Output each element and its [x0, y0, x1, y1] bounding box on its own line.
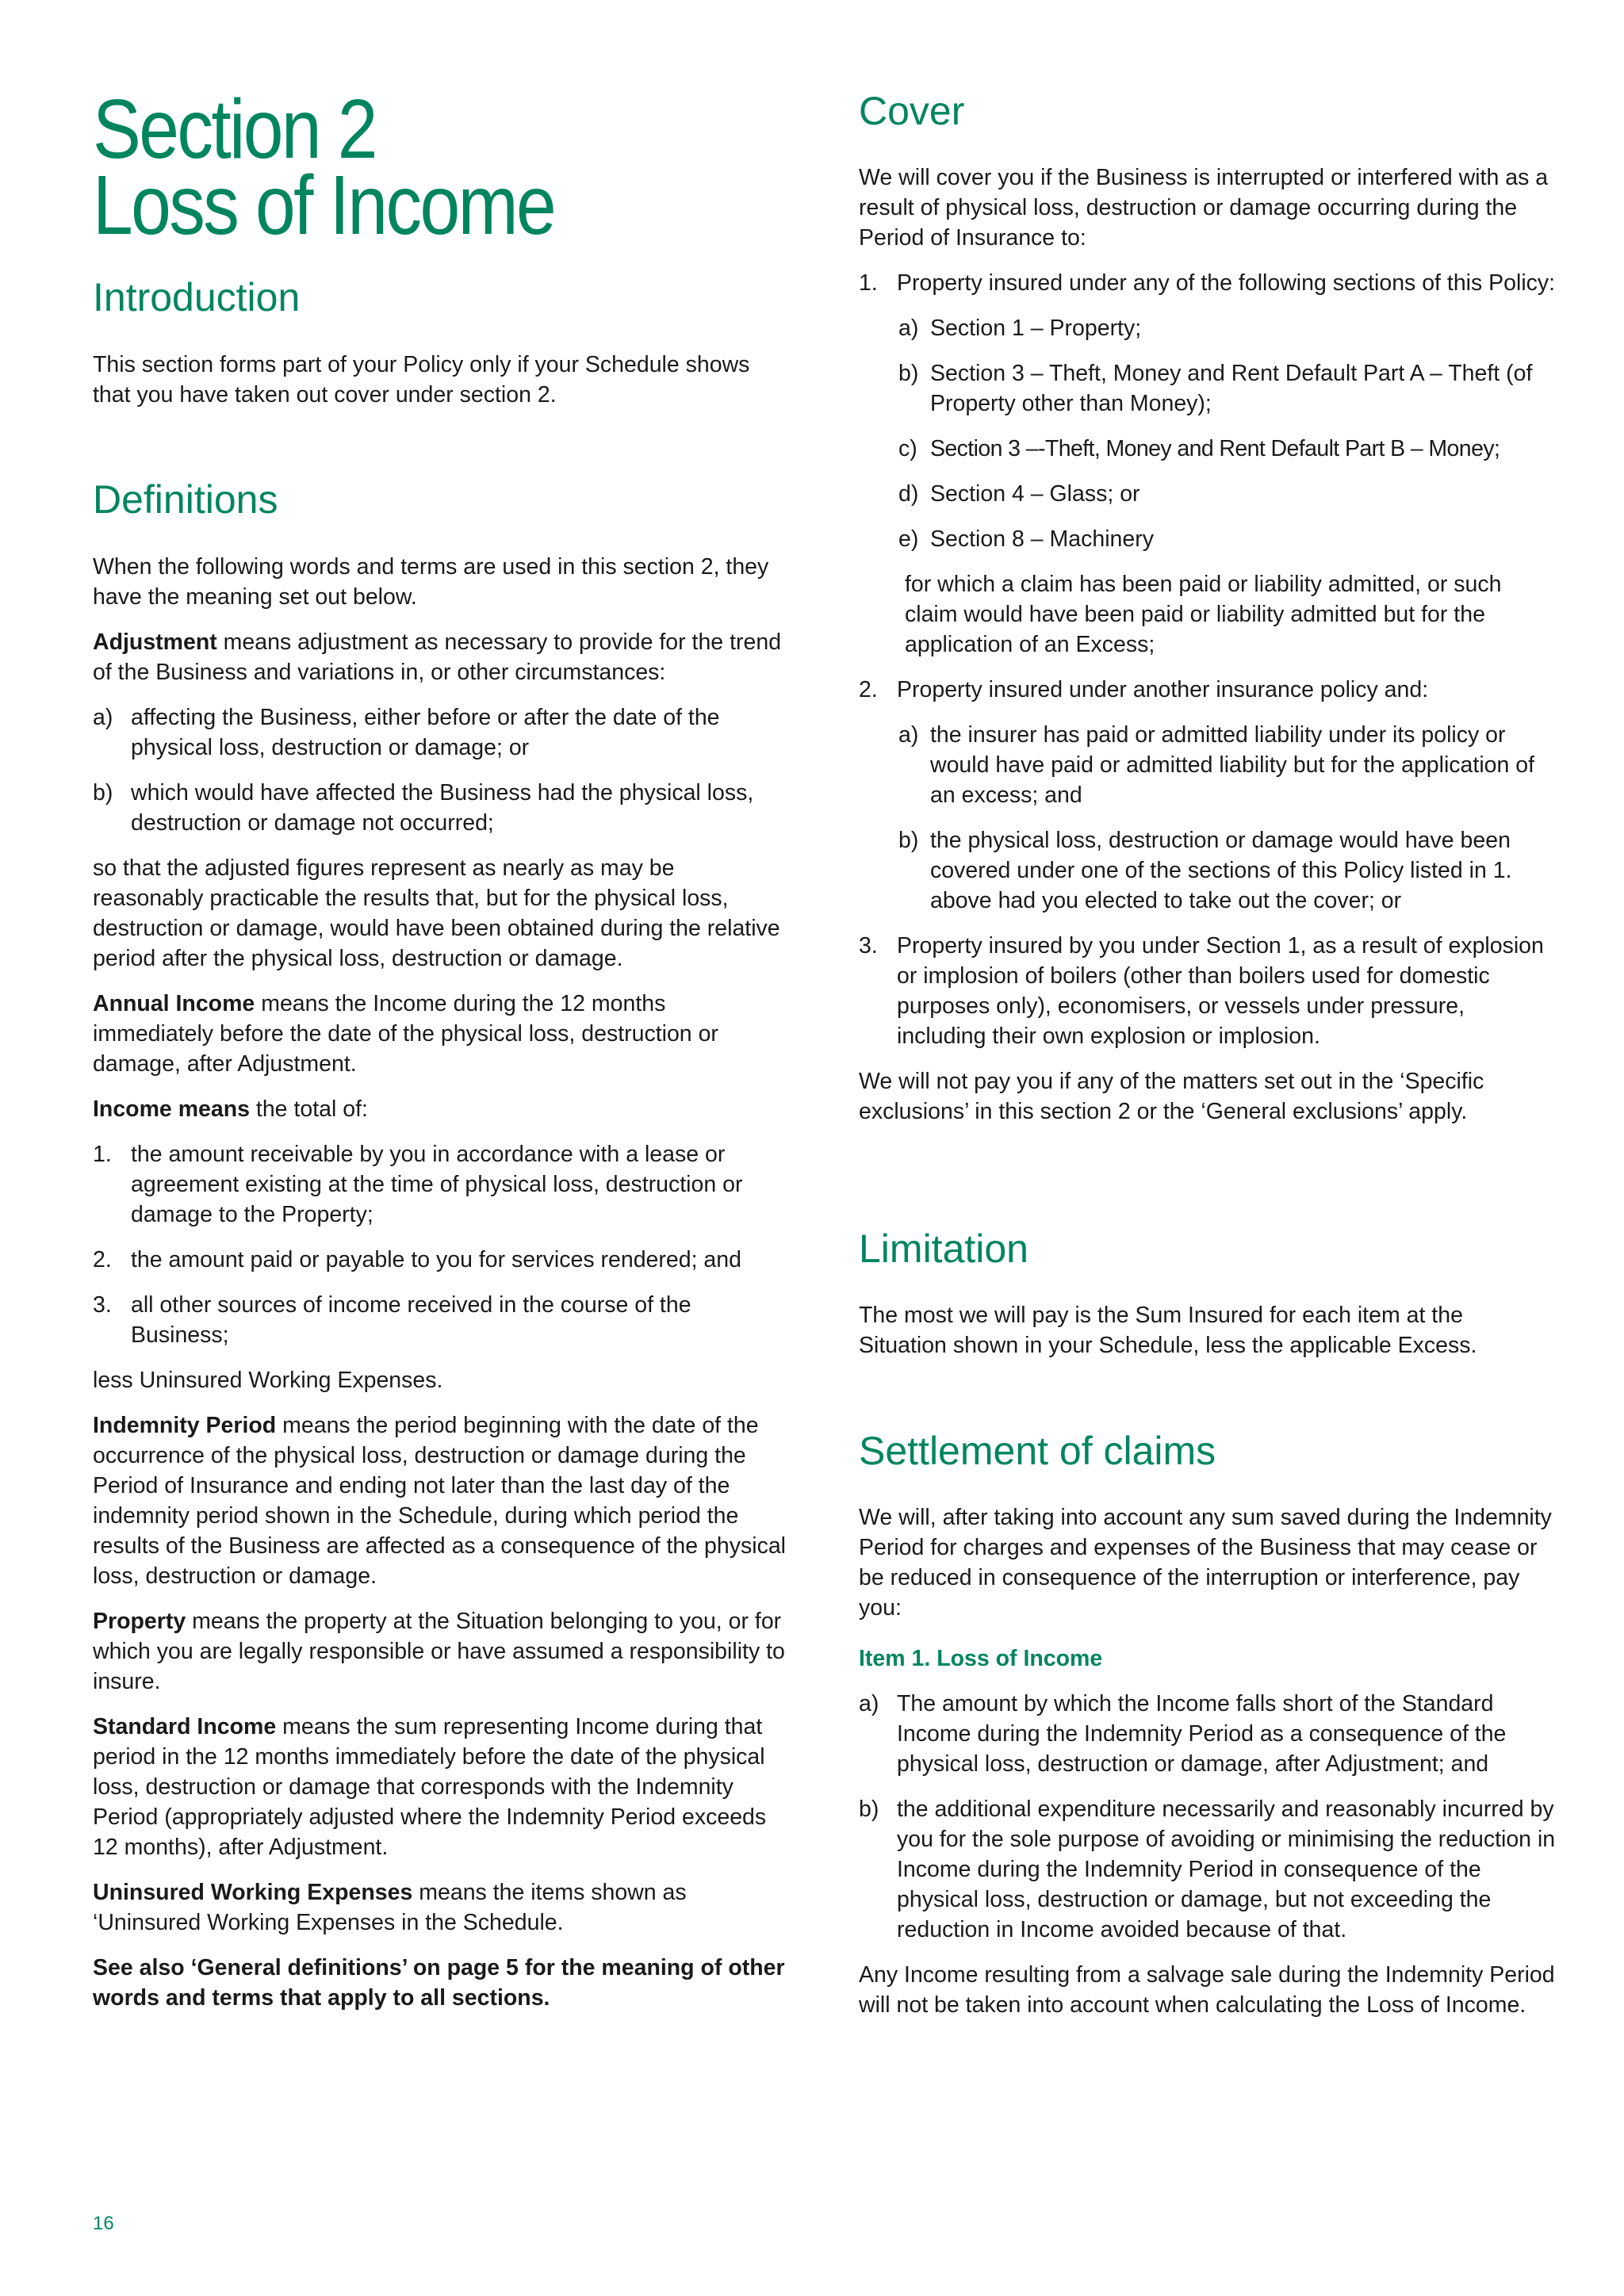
term-indemnity-period: Indemnity Period — [93, 1413, 277, 1438]
list-item: b) Section 3 – Theft, Money and Rent Default Part A – Theft (of Property other than Money); — [898, 361, 1533, 416]
section-number: Section 2 — [93, 82, 376, 176]
list-item: a) the insurer has paid or admitted liability under its policy or would have paid or admitted liability but for the application of an excess; and — [898, 722, 1535, 808]
definition-indemnity-period: Indemnity Period means the period beginning with the date of the occurrence of the physical loss, destruction or damage during the Period of Insurance and ending not later than the last day of the indemnity period shown in the Schedule, during which period the results of the Business are affected as a consequence of the physical loss, destruction or damage. — [93, 1413, 787, 1589]
settlement-item-heading: Item 1. Loss of Income — [859, 1646, 1103, 1671]
list-item: c) Section 3 –-Theft, Money and Rent Default Part B – Money; — [898, 436, 1500, 461]
introduction-text: This section forms part of your Policy only if your Schedule shows that you have taken out cover under section 2. — [93, 352, 750, 408]
list-item: 2. the amount paid or payable to you for services rendered; and — [93, 1247, 741, 1272]
limitation-text: The most we will pay is the Sum Insured for each item at the Situation shown in your Schedule, less the applicable Excess. — [859, 1303, 1477, 1358]
definition-uninsured: Uninsured Working Expenses means the items shown as ‘Uninsured Working Expenses in the Schedule. — [93, 1880, 687, 1935]
definition-annual-income: Annual Income means the Income during the 12 months immediately before the date of the physical loss, destruction or damage, after Adjustment. — [93, 991, 718, 1077]
term-adjustment: Adjustment — [93, 629, 217, 655]
page-number: 16 — [93, 2213, 114, 2234]
term-uninsured: Uninsured Working Expenses — [93, 1880, 413, 1905]
cover-heading: Cover — [859, 89, 965, 133]
list-item: 3. all other sources of income received in the course of the Business; — [93, 1292, 691, 1348]
list-item: 2. Property insured under another insurance policy and: — [859, 677, 1429, 702]
section-title: Loss of Income — [93, 159, 555, 252]
see-also-note: See also ‘General definitions’ on page 5 for the meaning of other words and terms that apply to all sections. — [93, 1955, 785, 2011]
list-item: b) which would have affected the Business had the physical loss, destruction or damage not occurred; — [93, 780, 754, 836]
introduction-text-block — [93, 350, 787, 425]
definitions-intro: When the following words and terms are used in this section 2, they have the meaning set out below. — [93, 554, 769, 610]
adjustment-closing: so that the adjusted figures represent as nearly as may be reasonably practicable the results that, but for the physical loss, destruction or damage, would have been obtained during the relative period after the physical loss, destruction or damage. — [93, 855, 780, 971]
cover-closing: We will not pay you if any of the matters set out in the ‘Specific exclusions’ in this section 2 or the ‘General exclusions’ apply. — [859, 1069, 1484, 1124]
limitation-block — [859, 1300, 1557, 1376]
list-item: d) Section 4 – Glass; or — [898, 481, 1140, 507]
definition-income: Income means the total of: — [93, 1096, 368, 1122]
list-item: 3. Property insured by you under Section 1, as a result of explosion or implosion of boilers (other than boilers used for domestic purposes only), economisers, or vessels under pressure, including their own explosion or implosion. — [859, 933, 1544, 1049]
list-item: a) The amount by which the Income falls short of the Standard Income during the Indemnity Period as a consequence of the physical loss, destruction or damage, after Adjustment; and — [859, 1691, 1507, 1777]
income-closing: less Uninsured Working Expenses. — [93, 1368, 443, 1393]
cover-block — [859, 163, 1557, 1142]
list-item: b) the physical loss, destruction or damage would have been covered under one of the sections of this Policy listed in 1. above had you elected to take out the cover; or — [898, 828, 1512, 913]
list-item: 1. the amount receivable by you in accordance with a lease or agreement existing at the time of physical loss, destruction or damage to the Property; — [93, 1142, 743, 1227]
cover-item1-closing: for which a claim has been paid or liability admitted, or such claim would have been paid or liability admitted but for the application of an Excess; — [905, 572, 1502, 657]
definitions-heading: Definitions — [93, 477, 278, 522]
definitions-block — [93, 552, 787, 2028]
list-item: a) affecting the Business, either before or after the date of the physical loss, destruction or damage; or — [93, 705, 720, 760]
term-income: Income means — [93, 1096, 250, 1122]
term-annual-income: Annual Income — [93, 991, 255, 1016]
list-item: e) Section 8 – Machinery — [898, 526, 1154, 552]
cover-item2-subitems — [859, 720, 1557, 916]
introduction-heading: Introduction — [93, 275, 301, 320]
settlement-intro: We will, after taking into account any sum saved during the Indemnity Period for charges and expenses of the Business that may cease or be reduced in consequence of the interruption or interference, pay you: — [859, 1505, 1552, 1621]
cover-item1-subitems — [859, 313, 1557, 554]
limitation-heading: Limitation — [859, 1226, 1028, 1271]
definition-adjustment: Adjustment means adjustment as necessary to provide for the trend of the Business and variations in, or other circumstances: — [93, 629, 782, 685]
cover-intro: We will cover you if the Business is interrupted or interfered with as a result of physical loss, destruction or damage occurring during the Period of Insurance to: — [859, 165, 1549, 251]
list-item: 1. Property insured under any of the following sections of this Policy: — [859, 270, 1556, 296]
list-item: a) Section 1 – Property; — [898, 316, 1142, 341]
list-item: b) the additional expenditure necessarily and reasonably incurred by you for the sole purpose of avoiding or minimising the reduction in Income during the Indemnity Period in consequence of the physical loss, destruction or damage, but not exceeding the reduction in Income avoided because of that. — [859, 1797, 1556, 1942]
definition-property: Property means the property at the Situation belonging to you, or for which you are legally responsible or have assumed a responsibility to insure. — [93, 1609, 785, 1694]
definition-standard-income: Standard Income means the sum representing Income during that period in the 12 months immediately before the date of the physical loss, destruction or damage that corresponds with the Indemnity Period (appropriately adjusted where the Indemnity Period exceeds 12 months), after Adjustment. — [93, 1714, 767, 1860]
settlement-heading: Settlement of claims — [859, 1429, 1216, 1473]
settlement-block — [859, 1502, 1557, 2035]
settlement-closing: Any Income resulting from a salvage sale during the Indemnity Period will not be taken into account when calculating the Loss of Income. — [859, 1962, 1555, 2018]
term-property: Property — [93, 1609, 186, 1634]
term-standard-income: Standard Income — [93, 1714, 277, 1739]
